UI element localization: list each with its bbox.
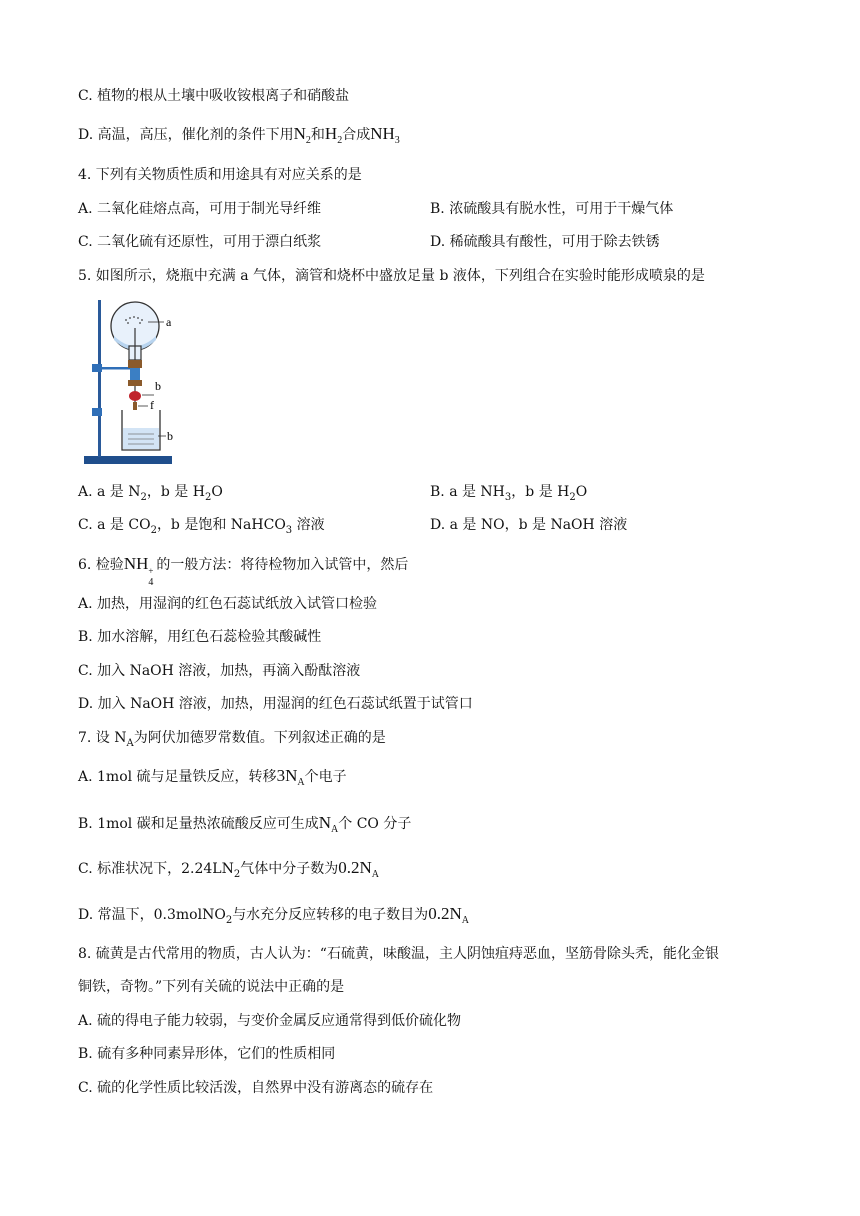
q3-option-c: C. 植物的根从土壤中吸收铵根离子和硝酸盐 bbox=[78, 88, 350, 104]
q5-option-a: A. a 是 $N_2$，b 是 $H_2O$ bbox=[78, 484, 223, 503]
q3-option-d-text: D. 高温，高压，催化剂的条件下用 bbox=[78, 127, 294, 143]
rubber-stopper bbox=[128, 360, 142, 368]
q4-option-d: D. 稀硫酸具有酸性，可用于除去铁锈 bbox=[430, 234, 660, 250]
q7-option-c: C. 标准状况下，$2.24LN_2$气体中分子数为$0.2N_A$ bbox=[78, 858, 379, 880]
q8-option-c: C. 硫的化学性质比较活泼，自然界中没有游离态的硫存在 bbox=[78, 1080, 434, 1096]
q3-option-d bbox=[78, 124, 400, 151]
stand-base bbox=[84, 456, 172, 464]
fountain-apparatus-figure bbox=[78, 298, 178, 468]
q4-option-b: B. 浓硫酸具有脱水性，可用于干燥气体 bbox=[430, 201, 674, 217]
q7-stem: 7. 设 $N_A$为阿伏加德罗常数值。下列叙述正确的是 bbox=[78, 730, 386, 749]
formula-nh4-plus: NH + 4 bbox=[123, 554, 154, 588]
q7-option-b: B. 1mol 碳和足量热浓硫酸反应可生成$N_A$个 CO 分子 bbox=[78, 813, 412, 835]
q5-option-c: C. a 是 $CO_2$，b 是饱和 NaHCO$_3$ 溶液 bbox=[78, 517, 325, 536]
q8-option-b: B. 硫有多种同素异形体，它们的性质相同 bbox=[78, 1046, 336, 1062]
synthesize-text: 合成 bbox=[342, 127, 371, 143]
q7-option-d: D. 常温下，0.3molNO$_2$与水充分反应转移的电子数目为$0.2N_A$ bbox=[78, 904, 469, 926]
fountain-apparatus-diagram bbox=[78, 298, 178, 468]
q4-option-a: A. 二氧化硅熔点高，可用于制光导纤维 bbox=[78, 201, 322, 217]
q8-stem-line1: 8. 硫黄是古代常用的物质，古人认为：“石硫黄，味酸温，主人阴蚀疽痔恶血，坚筋骨除头秃，能化金银 bbox=[78, 946, 719, 962]
q8-option-a: A. 硫的得电子能力较弱，与变价金属反应通常得到低价硫化物 bbox=[78, 1013, 462, 1029]
formula-nh3: $NH_3$ bbox=[370, 124, 400, 146]
dropper-bulb bbox=[129, 391, 141, 401]
label-b-beaker: b bbox=[167, 429, 173, 443]
q4-stem: 4. 下列有关物质性质和用途具有对应关系的是 bbox=[78, 167, 362, 183]
q7-option-a: A. 1mol 硫与足量铁反应，转移$3N_A$个电子 bbox=[78, 766, 347, 788]
q6-option-c: C. 加入 NaOH 溶液，加热，再滴入酚酞溶液 bbox=[78, 663, 361, 679]
q6-option-a: A. 加热，用湿润的红色石蕊试纸放入试管口检验 bbox=[78, 596, 378, 612]
clamp-lower bbox=[92, 408, 102, 416]
q6-stem: 6. 检验NH + 4 的一般方法：将待检物加入试管中，然后 bbox=[78, 554, 409, 588]
formula-h2: $H_2$ bbox=[324, 124, 343, 146]
q5-option-b: B. a 是 $NH_3$，b 是 $H_2O$ bbox=[430, 484, 588, 503]
label-b-dropper: b bbox=[155, 379, 161, 393]
label-a: a bbox=[166, 315, 172, 329]
and-text: 和 bbox=[310, 127, 325, 143]
q6-option-d: D. 加入 NaOH 溶液，加热，用湿润的红色石蕊试纸置于试管口 bbox=[78, 696, 473, 712]
formula-n2: $N_2$ bbox=[293, 124, 311, 146]
q8-stem-line2: 铜铁，奇物。”下列有关硫的说法中正确的是 bbox=[78, 979, 345, 995]
stand-rod bbox=[98, 300, 101, 457]
label-f: f bbox=[150, 398, 154, 412]
q4-option-c: C. 二氧化硫有还原性，可用于漂白纸浆 bbox=[78, 234, 322, 250]
q6-option-b: B. 加水溶解，用红色石蕊检验其酸碱性 bbox=[78, 629, 322, 645]
q5-option-d: D. a 是 NO，b 是 NaOH 溶液 bbox=[430, 517, 628, 533]
q5-stem: 5. 如图所示，烧瓶中充满 a 气体，滴管和烧杯中盛放足量 b 液体，下列组合在实验时能形成喷泉的是 bbox=[78, 268, 705, 284]
